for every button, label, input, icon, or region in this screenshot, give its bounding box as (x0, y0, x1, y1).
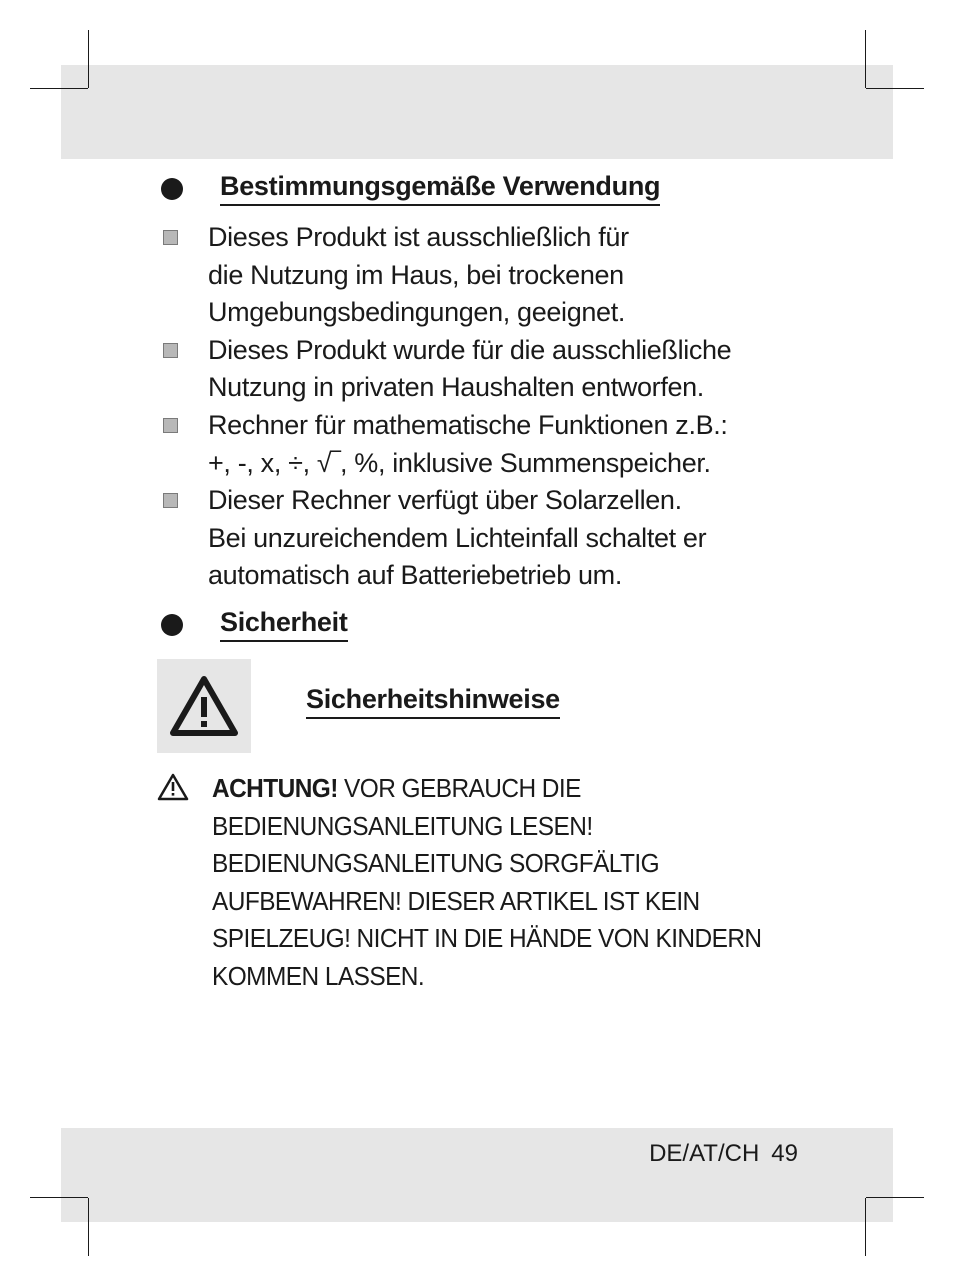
list-item-line: die Nutzung im Haus, bei trockenen (208, 259, 624, 290)
warning-triangle-icon (169, 675, 239, 737)
square-bullet-icon (163, 418, 178, 433)
crop-mark (865, 1198, 866, 1256)
page-footer (649, 1140, 798, 1168)
list-item-line: +, -, x, ÷, √‾, %, inklusive Summenspeicher. (208, 447, 711, 478)
filled-circle-bullet-icon (161, 178, 183, 200)
crop-mark (30, 1197, 88, 1198)
square-bullet-icon (163, 493, 178, 508)
crop-mark (866, 1197, 924, 1198)
warning-text (212, 770, 781, 996)
warning-icon-box (157, 659, 251, 753)
warning-line: AUFBEWAHREN! DIESER ARTIKEL IST KEIN (212, 885, 700, 916)
safety-subheading: Sicherheitshinweise (306, 684, 560, 719)
warning-line: SPIELZEUG! NICHT IN DIE HÄNDE VON KINDERN (212, 923, 762, 954)
warning-line: BEDIENUNGSANLEITUNG SORGFÄLTIG (212, 848, 660, 879)
list-item-line: Nutzung in privaten Haushalten entworfen. (208, 372, 704, 403)
crop-mark (88, 30, 89, 88)
list-item-line: Rechner für mathematische Funktionen z.B.: (208, 409, 728, 440)
list-item-line: Dieser Rechner verfügt über Solarzellen. (208, 485, 682, 516)
list-item-line: Dieses Produkt wurde für die ausschließliche (208, 334, 732, 365)
crop-mark (30, 88, 88, 89)
footer-region: DE/AT/CH (649, 1140, 760, 1167)
filled-circle-bullet-icon (161, 614, 183, 636)
warning-triangle-icon (157, 773, 189, 801)
crop-mark (88, 1198, 89, 1256)
section-heading-intended-use (161, 171, 660, 206)
square-bullet-icon (163, 230, 178, 245)
section-heading-safety (161, 607, 348, 642)
list-item-line: automatisch auf Batteriebetrieb um. (208, 560, 622, 591)
list-item (163, 332, 813, 407)
list-item (163, 407, 813, 482)
warning-line: VOR GEBRAUCH DIE (337, 773, 581, 803)
crop-mark (866, 88, 924, 89)
square-bullet-icon (163, 343, 178, 358)
list-item-line: Dieses Produkt ist ausschließlich für (208, 222, 629, 252)
section-title: Sicherheit (220, 607, 348, 642)
crop-mark (865, 30, 866, 88)
list-item (163, 482, 813, 595)
list-item-line: Bei unzureichendem Lichteinfall schaltet er (208, 522, 707, 553)
warning-label: ACHTUNG! (212, 773, 338, 803)
warning-line: BEDIENUNGSANLEITUNG LESEN! (212, 810, 593, 841)
list-item-line: Umgebungsbedingungen, geeignet. (208, 297, 625, 328)
header-band (61, 65, 893, 159)
warning-notice (157, 770, 817, 996)
list-item (163, 219, 813, 332)
warning-line: KOMMEN LASSEN. (212, 960, 425, 991)
intended-use-list (163, 219, 813, 595)
section-title: Bestimmungsgemäße Verwendung (220, 171, 660, 206)
page-number: 49 (771, 1140, 798, 1167)
